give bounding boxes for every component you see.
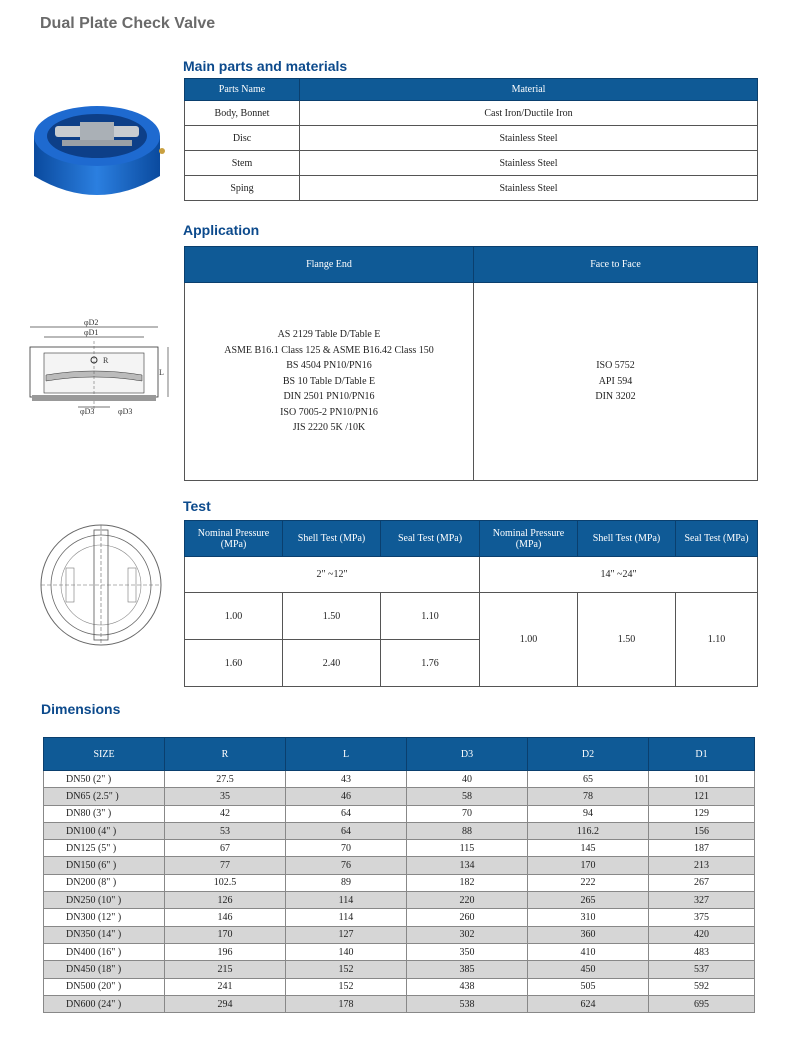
flange-standard: ISO 7005-2 PN10/PN16 [280, 406, 378, 418]
dimension-cell: 385 [407, 961, 528, 978]
flange-standards [185, 283, 474, 481]
size-range: 14" ~24" [480, 557, 758, 593]
part-material: Stainless Steel [300, 151, 758, 176]
d3-label: φD3 [80, 407, 95, 416]
dimension-cell: 94 [528, 805, 649, 822]
dimension-cell: 215 [165, 961, 286, 978]
test-value: 1.10 [381, 593, 480, 640]
dimension-cell: 152 [286, 961, 407, 978]
dimension-cell: 420 [649, 926, 755, 943]
col-seal-test: Seal Test (MPa) [676, 521, 758, 557]
dimension-cell: 64 [286, 822, 407, 839]
test-value: 1.50 [578, 593, 676, 687]
dimension-cell: 67 [165, 840, 286, 857]
col-shell-test: Shell Test (MPa) [283, 521, 381, 557]
test-value: 1.60 [185, 640, 283, 687]
part-name: Sping [185, 176, 300, 201]
dimensions-heading: Dimensions [41, 701, 121, 717]
face-standard: DIN 3202 [595, 391, 636, 403]
dimension-cell: 182 [407, 874, 528, 891]
l-label: L [159, 368, 164, 377]
dimension-cell: 505 [528, 978, 649, 995]
dimension-cell: 35 [165, 788, 286, 805]
dimension-cell: 114 [286, 909, 407, 926]
dimension-cell: 360 [528, 926, 649, 943]
dimension-cell: 220 [407, 892, 528, 909]
table-row [44, 961, 755, 978]
r-label: R [103, 356, 109, 365]
col-l: L [286, 738, 407, 771]
test-table [184, 520, 758, 687]
flange-standard: BS 4504 PN10/PN16 [286, 360, 372, 372]
col-nominal-pressure: Nominal Pressure (MPa) [185, 521, 283, 557]
dimension-cell: 134 [407, 857, 528, 874]
valve-photo [22, 96, 172, 211]
table-row [185, 151, 758, 176]
table-row [44, 909, 755, 926]
d1-label: φD1 [84, 328, 99, 337]
table-row [44, 857, 755, 874]
dimension-cell: 102.5 [165, 874, 286, 891]
table-row [44, 892, 755, 909]
dimension-cell: 187 [649, 840, 755, 857]
dimensions-body [44, 771, 755, 1013]
part-name: Disc [185, 126, 300, 151]
col-shell-test: Shell Test (MPa) [578, 521, 676, 557]
dimension-cell: 88 [407, 822, 528, 839]
size-cell: DN65 (2.5" ) [44, 788, 165, 805]
part-name: Stem [185, 151, 300, 176]
flange-standard: BS 10 Table D/Table E [282, 375, 376, 387]
table-row [44, 788, 755, 805]
dimension-cell: 213 [649, 857, 755, 874]
application-heading: Application [183, 222, 260, 238]
dimension-cell: 42 [165, 805, 286, 822]
col-d1: D1 [649, 738, 755, 771]
size-range: 2" ~12" [185, 557, 480, 593]
part-name: Body, Bonnet [185, 101, 300, 126]
dimension-cell: 450 [528, 961, 649, 978]
dimension-cell: 40 [407, 771, 528, 788]
part-material: Stainless Steel [300, 126, 758, 151]
size-cell: DN80 (3" ) [44, 805, 165, 822]
dimension-cell: 76 [286, 857, 407, 874]
dimension-cell: 89 [286, 874, 407, 891]
flange-standard: DIN 2501 PN10/PN16 [283, 391, 375, 403]
dimension-cell: 145 [528, 840, 649, 857]
dimension-cell: 58 [407, 788, 528, 805]
flange-standard: ASME B16.1 Class 125 & ASME B16.42 Class 150 [224, 344, 434, 356]
table-row [44, 840, 755, 857]
dimension-cell: 410 [528, 943, 649, 960]
dimension-cell: 267 [649, 874, 755, 891]
size-cell: DN500 (20" ) [44, 978, 165, 995]
materials-heading: Main parts and materials [183, 58, 348, 74]
dimension-cell: 695 [649, 995, 755, 1012]
table-row [44, 874, 755, 891]
dimension-cell: 70 [286, 840, 407, 857]
dimension-cell: 127 [286, 926, 407, 943]
dimension-cell: 294 [165, 995, 286, 1012]
dimension-cell: 27.5 [165, 771, 286, 788]
size-cell: DN200 (8" ) [44, 874, 165, 891]
dimension-cell: 70 [407, 805, 528, 822]
test-value: 2.40 [283, 640, 381, 687]
table-row [185, 176, 758, 201]
dimension-cell: 115 [407, 840, 528, 857]
table-row [44, 805, 755, 822]
size-cell: DN300 (12" ) [44, 909, 165, 926]
dimension-cell: 537 [649, 961, 755, 978]
dimension-cell: 152 [286, 978, 407, 995]
test-value: 1.76 [381, 640, 480, 687]
dimension-cell: 64 [286, 805, 407, 822]
d3-label-2: φD3 [118, 407, 133, 416]
table-row [44, 995, 755, 1012]
size-cell: DN600 (24" ) [44, 995, 165, 1012]
dimension-cell: 302 [407, 926, 528, 943]
table-row [44, 978, 755, 995]
dimensions-table [43, 737, 755, 1013]
dimension-cell: 624 [528, 995, 649, 1012]
size-cell: DN50 (2" ) [44, 771, 165, 788]
table-row [44, 926, 755, 943]
col-parts-name: Parts Name [185, 79, 300, 101]
part-material: Cast Iron/Ductile Iron [300, 101, 758, 126]
size-cell: DN100 (4" ) [44, 822, 165, 839]
dimension-cell: 156 [649, 822, 755, 839]
col-seal-test: Seal Test (MPa) [381, 521, 480, 557]
dimension-cell: 170 [528, 857, 649, 874]
page-title: Dual Plate Check Valve [40, 15, 216, 32]
d2-label: φD2 [84, 318, 99, 327]
dimension-cell: 241 [165, 978, 286, 995]
table-row [185, 101, 758, 126]
test-value: 1.00 [480, 593, 578, 687]
size-cell: DN350 (14" ) [44, 926, 165, 943]
dimension-cell: 265 [528, 892, 649, 909]
dimension-cell: 592 [649, 978, 755, 995]
face-standard: ISO 5752 [596, 360, 635, 372]
dimension-cell: 121 [649, 788, 755, 805]
dimension-diagram [18, 315, 173, 427]
flange-standard: AS 2129 Table D/Table E [277, 329, 381, 341]
col-nominal-pressure: Nominal Pressure (MPa) [480, 521, 578, 557]
table-row [44, 771, 755, 788]
dimension-cell: 438 [407, 978, 528, 995]
dimension-cell: 310 [528, 909, 649, 926]
dimension-cell: 46 [286, 788, 407, 805]
col-size: SIZE [44, 738, 165, 771]
dimension-cell: 65 [528, 771, 649, 788]
table-row [185, 126, 758, 151]
dimension-cell: 126 [165, 892, 286, 909]
dimension-cell: 196 [165, 943, 286, 960]
col-material: Material [300, 79, 758, 101]
dimension-cell: 101 [649, 771, 755, 788]
dimension-cell: 350 [407, 943, 528, 960]
flange-standard: JIS 2220 5K /10K [292, 422, 366, 434]
dimension-cell: 327 [649, 892, 755, 909]
table-row [44, 822, 755, 839]
dimension-cell: 260 [407, 909, 528, 926]
face-standards [474, 283, 758, 481]
dimension-cell: 483 [649, 943, 755, 960]
dimension-cell: 170 [165, 926, 286, 943]
dimension-cell: 538 [407, 995, 528, 1012]
dimension-cell: 77 [165, 857, 286, 874]
materials-table [184, 78, 758, 201]
application-table [184, 246, 758, 481]
dimension-cell: 116.2 [528, 822, 649, 839]
face-standard: API 594 [598, 375, 633, 387]
col-d2: D2 [528, 738, 649, 771]
table-row [44, 943, 755, 960]
size-cell: DN400 (16" ) [44, 943, 165, 960]
col-flange-end: Flange End [185, 247, 474, 283]
part-material: Stainless Steel [300, 176, 758, 201]
test-value: 1.10 [676, 593, 758, 687]
test-value: 1.00 [185, 593, 283, 640]
dimension-cell: 375 [649, 909, 755, 926]
dimension-cell: 222 [528, 874, 649, 891]
dimension-cell: 146 [165, 909, 286, 926]
col-face-to-face: Face to Face [474, 247, 758, 283]
valve-front-view [36, 520, 166, 650]
dimension-cell: 129 [649, 805, 755, 822]
size-cell: DN250 (10" ) [44, 892, 165, 909]
col-d3: D3 [407, 738, 528, 771]
dimension-cell: 43 [286, 771, 407, 788]
size-cell: DN125 (5" ) [44, 840, 165, 857]
dimension-cell: 114 [286, 892, 407, 909]
dimension-cell: 178 [286, 995, 407, 1012]
test-value: 1.50 [283, 593, 381, 640]
dimension-cell: 140 [286, 943, 407, 960]
dimension-cell: 78 [528, 788, 649, 805]
size-cell: DN450 (18" ) [44, 961, 165, 978]
size-cell: DN150 (6" ) [44, 857, 165, 874]
dimension-cell: 53 [165, 822, 286, 839]
test-heading: Test [183, 498, 211, 514]
col-r: R [165, 738, 286, 771]
